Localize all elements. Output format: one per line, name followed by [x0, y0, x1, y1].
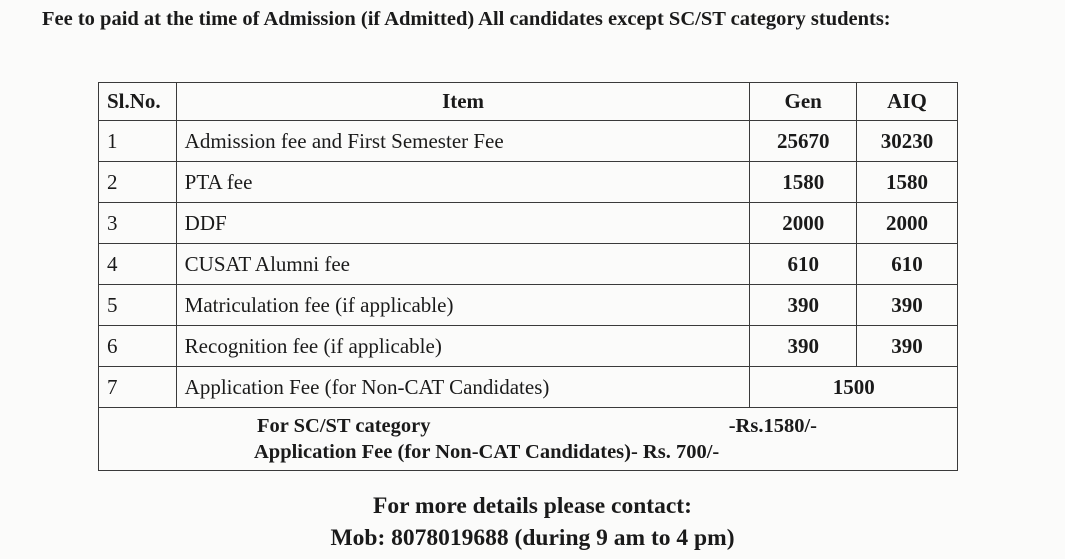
- row-aiq-fee: 610: [856, 244, 957, 285]
- row-sl-no: 5: [99, 285, 177, 326]
- header-sl-no: Sl.No.: [99, 83, 177, 121]
- table-header-row: [99, 83, 958, 121]
- row-item: Matriculation fee (if applicable): [176, 285, 750, 326]
- table-row: [99, 244, 958, 285]
- row-gen-fee: 2000: [750, 203, 857, 244]
- row-gen-fee: 1580: [750, 162, 857, 203]
- row-aiq-fee: 30230: [856, 121, 957, 162]
- scst-note-row: [99, 408, 958, 471]
- row-sl-no: 2: [99, 162, 177, 203]
- scst-category-label: For SC/ST category: [257, 415, 431, 437]
- contact-phone: Mob: 8078019688 (during 9 am to 4 pm): [330, 525, 735, 551]
- fee-table: [98, 82, 958, 471]
- row-sl-no: 7: [99, 367, 177, 408]
- row-aiq-fee: 1580: [856, 162, 957, 203]
- header-aiq: AIQ: [856, 83, 957, 121]
- fee-heading: Fee to paid at the time of Admission (if Admitted) All candidates except SC/ST category students:: [42, 8, 891, 30]
- scst-note-cell: [99, 408, 958, 471]
- row-application-fee: 1500: [750, 367, 958, 408]
- row-item: PTA fee: [176, 162, 750, 203]
- row-sl-no: 6: [99, 326, 177, 367]
- table-row: [99, 326, 958, 367]
- row-aiq-fee: 390: [856, 326, 957, 367]
- row-sl-no: 3: [99, 203, 177, 244]
- row-gen-fee: 390: [750, 285, 857, 326]
- row-gen-fee: 390: [750, 326, 857, 367]
- table-row: [99, 285, 958, 326]
- scst-application-fee-line: Application Fee (for Non-CAT Candidates)- Rs. 700/-: [254, 441, 720, 463]
- header-gen: Gen: [750, 83, 857, 121]
- row-item: Application Fee (for Non-CAT Candidates): [176, 367, 750, 408]
- scst-fee-line: [257, 413, 817, 439]
- scst-fee-amount: -Rs.1580/-: [728, 415, 817, 437]
- row-gen-fee: 25670: [750, 121, 857, 162]
- row-gen-fee: 610: [750, 244, 857, 285]
- row-sl-no: 1: [99, 121, 177, 162]
- row-item: Recognition fee (if applicable): [176, 326, 750, 367]
- table-row: [99, 367, 958, 408]
- row-sl-no: 4: [99, 244, 177, 285]
- header-item: Item: [176, 83, 750, 121]
- row-item: DDF: [176, 203, 750, 244]
- row-aiq-fee: 2000: [856, 203, 957, 244]
- table-row: [99, 203, 958, 244]
- row-item: Admission fee and First Semester Fee: [176, 121, 750, 162]
- table-row: [99, 162, 958, 203]
- contact-heading: For more details please contact:: [373, 493, 692, 519]
- row-item: CUSAT Alumni fee: [176, 244, 750, 285]
- table-row: [99, 121, 958, 162]
- row-aiq-fee: 390: [856, 285, 957, 326]
